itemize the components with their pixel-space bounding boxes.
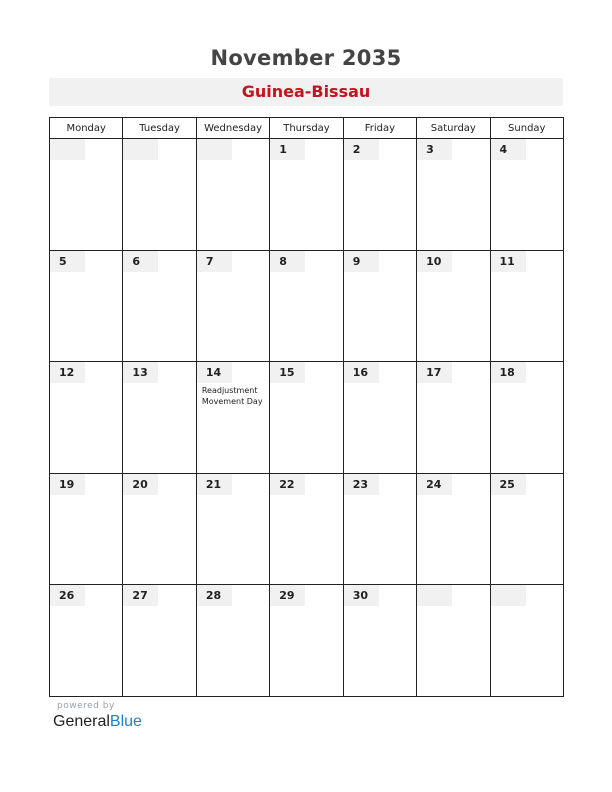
day-cell[interactable]	[490, 585, 563, 697]
day-cell[interactable]	[196, 362, 269, 474]
generalblue-logo[interactable]	[53, 713, 142, 731]
day-number: 18	[491, 362, 526, 383]
week-row	[50, 585, 564, 697]
day-number: 27	[123, 585, 158, 606]
day-number: 26	[50, 585, 85, 606]
weekday-header: Friday	[343, 118, 416, 139]
day-cell[interactable]	[270, 585, 343, 697]
week-row	[50, 250, 564, 362]
day-cell[interactable]	[123, 362, 196, 474]
day-number: 1	[270, 139, 305, 160]
day-number: 9	[344, 251, 379, 272]
day-number: 14	[197, 362, 232, 383]
day-number: 29	[270, 585, 305, 606]
day-cell[interactable]	[417, 362, 490, 474]
day-number: 24	[417, 474, 452, 495]
day-cell[interactable]	[50, 250, 123, 362]
day-number: 17	[417, 362, 452, 383]
day-cell[interactable]	[343, 585, 416, 697]
day-cell[interactable]	[343, 362, 416, 474]
weekday-header: Sunday	[490, 118, 563, 139]
page-title: November 2035	[210, 46, 402, 70]
day-cell[interactable]	[343, 250, 416, 362]
country-name: Guinea-Bissau	[241, 82, 371, 101]
day-cell[interactable]	[50, 139, 123, 251]
day-cell[interactable]	[490, 362, 563, 474]
day-number: 5	[50, 251, 85, 272]
day-number	[197, 139, 232, 160]
day-cell[interactable]	[123, 473, 196, 585]
day-number: 25	[491, 474, 526, 495]
day-number	[123, 139, 158, 160]
calendar-body	[50, 139, 564, 697]
weekday-header: Thursday	[270, 118, 343, 139]
day-number: 28	[197, 585, 232, 606]
day-cell[interactable]	[123, 139, 196, 251]
day-cell[interactable]	[196, 250, 269, 362]
day-cell[interactable]	[270, 362, 343, 474]
day-number: 3	[417, 139, 452, 160]
week-row	[50, 473, 564, 585]
day-number	[417, 585, 452, 606]
weekday-header: Monday	[50, 118, 123, 139]
day-cell[interactable]	[270, 139, 343, 251]
week-row	[50, 139, 564, 251]
day-number: 11	[491, 251, 526, 272]
country-banner	[49, 78, 563, 106]
day-number	[50, 139, 85, 160]
day-number: 20	[123, 474, 158, 495]
day-cell[interactable]	[123, 250, 196, 362]
day-cell[interactable]	[417, 250, 490, 362]
day-cell[interactable]	[343, 139, 416, 251]
weekday-header: Wednesday	[196, 118, 269, 139]
day-number: 22	[270, 474, 305, 495]
day-number: 13	[123, 362, 158, 383]
day-cell[interactable]	[50, 585, 123, 697]
day-number: 2	[344, 139, 379, 160]
day-number: 8	[270, 251, 305, 272]
day-cell[interactable]	[417, 139, 490, 251]
week-row	[50, 362, 564, 474]
day-cell[interactable]	[417, 585, 490, 697]
weekday-header: Saturday	[417, 118, 490, 139]
day-cell[interactable]	[196, 139, 269, 251]
day-cell[interactable]	[270, 250, 343, 362]
day-number	[491, 585, 526, 606]
day-cell[interactable]	[343, 473, 416, 585]
day-cell[interactable]	[196, 473, 269, 585]
day-number: 4	[491, 139, 526, 160]
day-number: 12	[50, 362, 85, 383]
day-number: 19	[50, 474, 85, 495]
brand-general-text: General	[53, 713, 110, 730]
holiday-event: Readjustment Movement Day	[201, 386, 263, 407]
day-cell[interactable]	[270, 473, 343, 585]
day-cell[interactable]	[50, 473, 123, 585]
day-number: 6	[123, 251, 158, 272]
day-cell[interactable]	[123, 585, 196, 697]
day-cell[interactable]	[490, 250, 563, 362]
day-cell[interactable]	[490, 139, 563, 251]
day-number: 23	[344, 474, 379, 495]
day-number: 21	[197, 474, 232, 495]
powered-by-label: powered by	[57, 701, 115, 711]
day-number: 16	[344, 362, 379, 383]
brand-blue-text: Blue	[109, 713, 142, 730]
day-cell[interactable]	[417, 473, 490, 585]
weekday-header: Tuesday	[123, 118, 196, 139]
day-number: 30	[344, 585, 379, 606]
day-number: 7	[197, 251, 232, 272]
month-calendar	[49, 117, 564, 697]
day-cell[interactable]	[50, 362, 123, 474]
day-cell[interactable]	[490, 473, 563, 585]
day-cell[interactable]	[196, 585, 269, 697]
day-number: 15	[270, 362, 305, 383]
day-number: 10	[417, 251, 452, 272]
weekday-header-row	[50, 118, 564, 139]
